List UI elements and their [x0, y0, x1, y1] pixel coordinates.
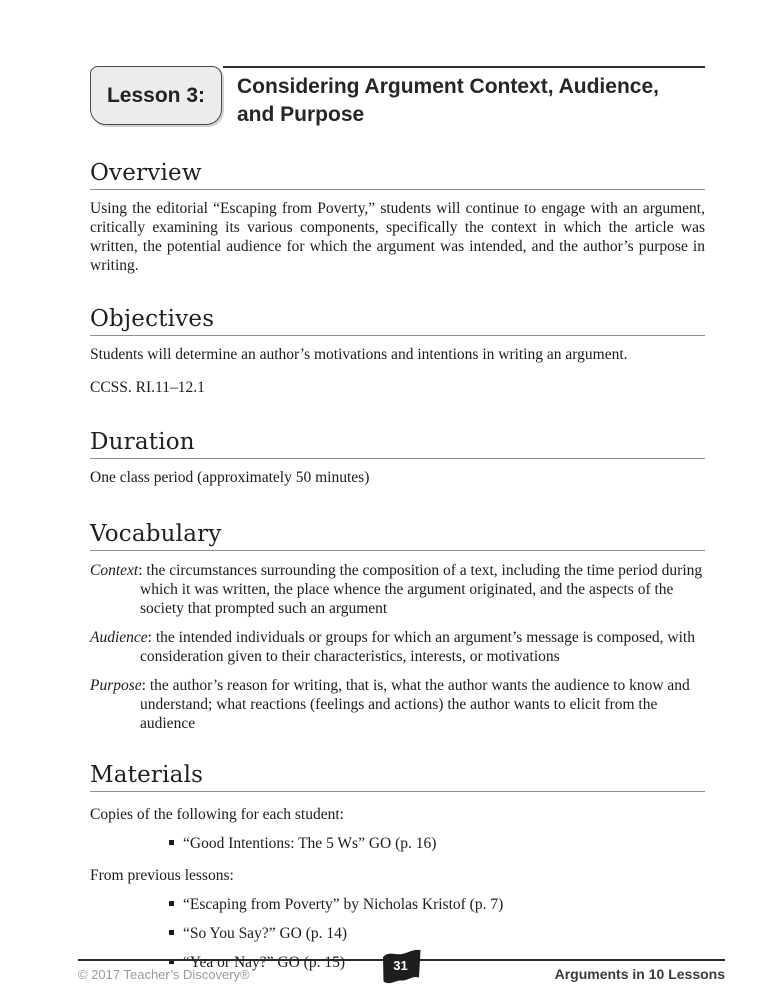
- page-number-flag: [381, 947, 423, 987]
- duration-heading: Duration: [90, 428, 705, 459]
- vocab-term: Context: [90, 562, 139, 579]
- lesson-label: Lesson 3:: [106, 83, 206, 107]
- bullet-square-icon: [169, 840, 174, 845]
- bullet-square-icon: [169, 901, 174, 906]
- book-title: Arguments in 10 Lessons: [554, 966, 725, 982]
- materials-intro-copies: Copies of the following for each student:: [90, 806, 344, 823]
- material-item-label: “Yea or Nay?” GO (p. 15): [183, 954, 345, 971]
- vocab-definition: : the circumstances surrounding the composition of a text, including the time period during which it was written, the place whence the argument originated, and the aspects of the society that prompted such an argument: [138, 562, 703, 617]
- vocab-entry-context: [90, 561, 705, 618]
- lesson-title: Considering Argument Context, Audience, and Purpose: [237, 75, 659, 126]
- lesson-header: [90, 66, 705, 129]
- materials-list-copies: [90, 834, 705, 853]
- objectives-heading: Objectives: [90, 305, 705, 336]
- vocab-entry-purpose: [90, 676, 705, 733]
- section-duration: [90, 428, 705, 487]
- material-item-label: “So You Say?” GO (p. 14): [183, 925, 348, 942]
- section-vocabulary: [90, 520, 705, 733]
- duration-paragraph: One class period (approximately 50 minutes): [90, 469, 370, 486]
- vocab-entry-audience: [90, 628, 705, 666]
- vocabulary-heading: Vocabulary: [90, 520, 705, 551]
- material-item-label: “Good Intentions: The 5 Ws” GO (p. 16): [183, 835, 437, 852]
- header-rule: [223, 66, 705, 68]
- ccss-standard: CCSS. RI.11–12.1: [90, 379, 205, 396]
- objectives-paragraph: Students will determine an author’s motivations and intentions in writing an argument.: [90, 346, 628, 363]
- list-item: [90, 895, 705, 914]
- lesson-badge: [90, 66, 222, 125]
- vocab-definition: : the author’s reason for writing, that is, what the author wants the audience to know and understand; what reactions (feelings and actions) the author wants to elicit from the audience: [140, 677, 690, 732]
- section-materials: [90, 761, 705, 972]
- vocab-definition: : the intended individuals or groups for which an argument’s message is composed, with consideration given to their characteristics, interests, or motivations: [140, 629, 695, 665]
- section-objectives: [90, 305, 705, 397]
- vocab-term: Purpose: [90, 677, 142, 694]
- page-content: [90, 66, 705, 972]
- bullet-square-icon: [169, 930, 174, 935]
- page-number: 31: [393, 957, 408, 973]
- copyright-text: © 2017 Teacher’s Discovery®: [78, 967, 250, 982]
- material-item-label: “Escaping from Poverty” by Nicholas Kristof (p. 7): [183, 896, 504, 913]
- section-overview: [90, 159, 705, 275]
- overview-heading: Overview: [90, 159, 705, 190]
- list-item: [90, 834, 705, 853]
- overview-paragraph: Using the editorial “Escaping from Poverty,” students will continue to engage with an argument, critically examining its various components, specifically the context in which the article was written, the potential audience for which the argument was intended, and the author’s purpose in writing.: [90, 200, 705, 274]
- materials-intro-previous: From previous lessons:: [90, 867, 234, 884]
- materials-heading: Materials: [90, 761, 705, 792]
- list-item: [90, 924, 705, 943]
- page-footer: [78, 959, 725, 982]
- vocab-term: Audience: [90, 629, 148, 646]
